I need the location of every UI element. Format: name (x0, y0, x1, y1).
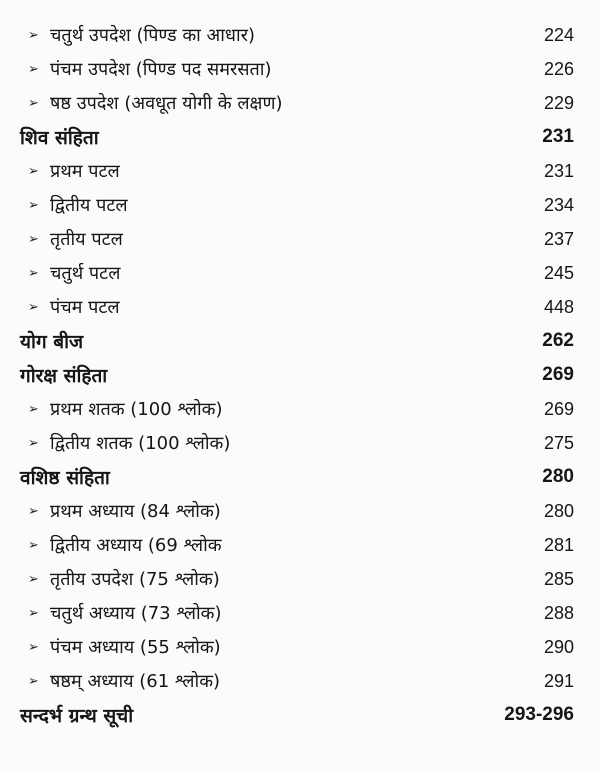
toc-entry-title: चतुर्थ उपदेश (पिण्ड का आधार) (50, 25, 256, 46)
toc-entry (20, 596, 580, 630)
toc-page-number: 281 (543, 534, 574, 555)
toc-page-number: 224 (543, 24, 574, 45)
toc-entry (20, 630, 580, 664)
toc-entry (20, 426, 580, 460)
toc-page-number: 285 (543, 568, 574, 589)
toc-entry-title: गोरक्ष संहिता (20, 365, 108, 387)
toc-page-number: 231 (543, 160, 574, 181)
toc-section-heading (20, 324, 580, 358)
toc-entry (20, 392, 580, 426)
toc-entry-title: प्रथम पटल (50, 161, 120, 182)
arrow-bullet-icon: ➢ (28, 265, 39, 281)
toc-section-heading (20, 460, 580, 494)
toc-entry-title: प्रथम शतक (100 श्लोक) (50, 399, 223, 420)
toc-entry-title: पंचम उपदेश (पिण्ड पद समरसता) (50, 59, 272, 80)
arrow-bullet-icon: ➢ (28, 537, 39, 553)
toc-entry-title: चतुर्थ पटल (50, 263, 121, 284)
toc-section-heading (20, 120, 580, 154)
toc-page-number: 275 (543, 432, 574, 453)
toc-page-number: 288 (543, 602, 574, 623)
arrow-bullet-icon: ➢ (28, 605, 39, 621)
toc-entry-title: सन्दर्भ ग्रन्थ सूची (20, 705, 134, 727)
toc-entry-title: चतुर्थ अध्याय (73 श्लोक) (50, 603, 222, 624)
arrow-bullet-icon: ➢ (28, 401, 39, 417)
toc-entry (20, 528, 580, 562)
toc-entry-title: द्वितीय पटल (50, 195, 128, 216)
toc-page-number: 262 (542, 330, 574, 351)
toc-entry (20, 154, 580, 188)
toc-entry (20, 86, 580, 120)
arrow-bullet-icon: ➢ (28, 61, 39, 77)
toc-page-number: 234 (543, 194, 574, 215)
toc-page-number: 293-296 (504, 704, 574, 725)
toc-page-number: 280 (543, 500, 574, 521)
arrow-bullet-icon: ➢ (28, 163, 39, 179)
toc-page-number: 291 (543, 670, 574, 691)
toc-page-number: 226 (543, 58, 574, 79)
toc-entry-title: षष्ठ उपदेश (अवधूत योगी के लक्षण) (50, 93, 283, 114)
toc-entry (20, 256, 580, 290)
toc-entry-title: षष्ठम् अध्याय (61 श्लोक) (50, 671, 221, 692)
toc-entry-title: तृतीय पटल (50, 229, 123, 250)
toc-entry-title: द्वितीय अध्याय (69 श्लोक (50, 535, 222, 556)
toc-entry-title: पंचम अध्याय (55 श्लोक) (50, 637, 221, 658)
toc-entry-title: वशिष्ठ संहिता (20, 467, 110, 489)
toc-page-number: 237 (543, 228, 574, 249)
arrow-bullet-icon: ➢ (28, 27, 39, 43)
toc-entry (20, 494, 580, 528)
toc-entry-title: शिव संहिता (20, 127, 99, 149)
toc-entry (20, 562, 580, 596)
toc-page-number: 280 (542, 466, 574, 487)
arrow-bullet-icon: ➢ (28, 503, 39, 519)
toc-entry (20, 188, 580, 222)
arrow-bullet-icon: ➢ (28, 197, 39, 213)
arrow-bullet-icon: ➢ (28, 639, 39, 655)
toc-entry (20, 290, 580, 324)
toc-page-number: 245 (543, 262, 574, 283)
toc-section-heading (20, 698, 580, 732)
toc-page-number: 231 (542, 126, 574, 147)
toc-entry-title: पंचम पटल (50, 297, 120, 318)
arrow-bullet-icon: ➢ (28, 231, 39, 247)
arrow-bullet-icon: ➢ (28, 299, 39, 315)
arrow-bullet-icon: ➢ (28, 571, 39, 587)
arrow-bullet-icon: ➢ (28, 95, 39, 111)
toc-section-heading (20, 358, 580, 392)
toc-entry (20, 52, 580, 86)
toc-page-number: 269 (542, 364, 574, 385)
arrow-bullet-icon: ➢ (28, 435, 39, 451)
toc-entry (20, 222, 580, 256)
toc-entry-title: प्रथम अध्याय (84 श्लोक) (50, 501, 221, 522)
toc-entry-title: योग बीज (20, 331, 84, 353)
toc-entry-title: तृतीय उपदेश (75 श्लोक) (50, 569, 220, 590)
toc-entry-title: द्वितीय शतक (100 श्लोक) (50, 433, 231, 454)
toc-page-number: 229 (543, 92, 574, 113)
toc-entry (20, 664, 580, 698)
toc-page-number: 290 (543, 636, 574, 657)
toc-page-number: 448 (543, 296, 574, 317)
toc-page-number: 269 (543, 398, 574, 419)
toc-entry (20, 18, 580, 52)
arrow-bullet-icon: ➢ (28, 673, 39, 689)
